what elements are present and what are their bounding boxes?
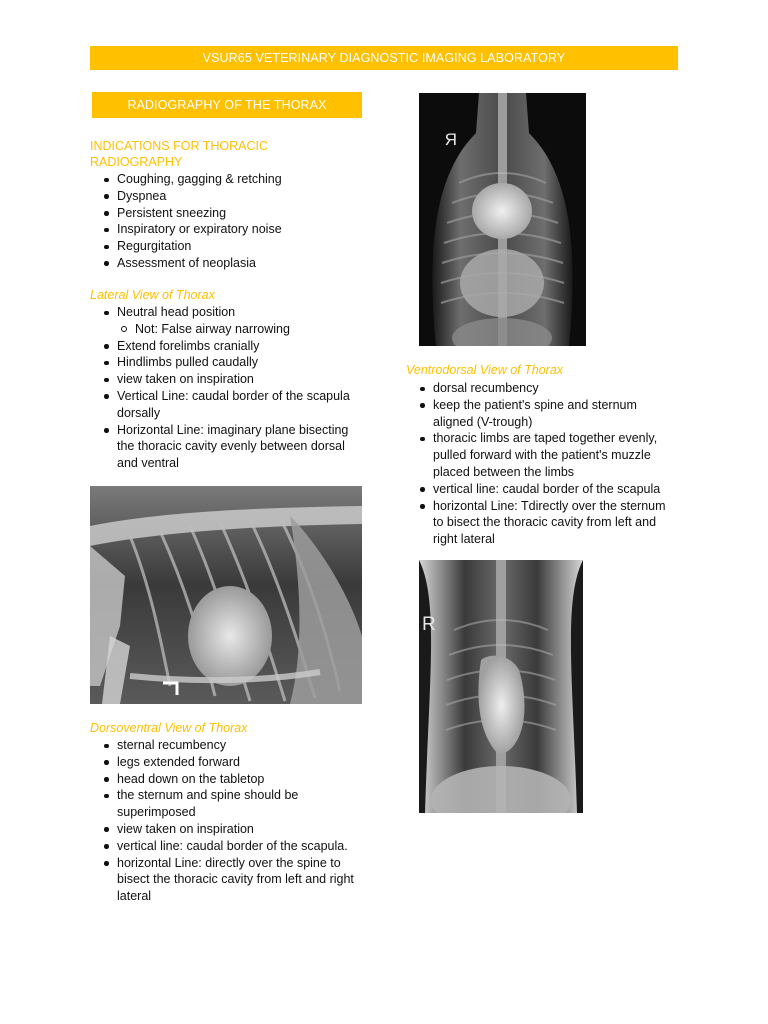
list-item: Extend forelimbs cranially	[91, 338, 363, 355]
list-item: view taken on inspiration	[91, 371, 363, 388]
list-item: legs extended forward	[91, 754, 363, 771]
dorsoventral-marker: R	[422, 614, 436, 635]
list-item: Horizontal Line: imaginary plane bisecting the thoracic cavity evenly between dorsal and ventral	[91, 422, 363, 472]
ventrodorsal-view-heading: Ventrodorsal View of Thorax	[406, 363, 564, 377]
list-item: Vertical Line: caudal border of the scapula dorsally	[91, 388, 363, 422]
dorsoventral-view-heading: Dorsoventral View of Thorax	[90, 721, 248, 735]
list-item: Inspiratory or expiratory noise	[91, 221, 371, 238]
section-title-banner	[92, 92, 362, 118]
indications-list	[91, 171, 371, 272]
ventrodorsal-thorax-radiograph	[419, 93, 586, 346]
list-item: view taken on inspiration	[91, 821, 363, 838]
list-item: Dyspnea	[91, 188, 371, 205]
list-item: Persistent sneezing	[91, 205, 371, 222]
list-item: Hindlimbs pulled caudally	[91, 354, 363, 371]
list-item: sternal recumbency	[91, 737, 363, 754]
list-item: Coughing, gagging & retching	[91, 171, 371, 188]
dorsoventral-view-list	[91, 737, 363, 905]
indications-heading: INDICATIONS FOR THORACIC RADIOGRAPHY	[90, 139, 269, 169]
ventrodorsal-view-list	[407, 380, 677, 548]
list-item: dorsal recumbency	[407, 380, 677, 397]
lateral-view-heading: Lateral View of Thorax	[90, 288, 215, 302]
list-item: horizontal Line: Tdirectly over the sternum to bisect the thoracic cavity from left and right lateral	[407, 498, 677, 548]
list-item: head down on the tabletop	[91, 771, 363, 788]
page-header-title: VSUR65 VETERINARY DIAGNOSTIC IMAGING LABORATORY	[202, 51, 566, 65]
ventrodorsal-marker: R	[444, 130, 457, 149]
section-title: RADIOGRAPHY OF THE THORAX	[127, 98, 327, 112]
list-subitem: Not: False airway narrowing	[91, 321, 363, 338]
page-header-banner	[90, 46, 678, 70]
list-item: vertical line: caudal border of the scapula	[407, 481, 677, 498]
list-item: Neutral head position	[91, 304, 363, 321]
list-item: keep the patient's spine and sternum aligned (V-trough)	[407, 397, 677, 431]
list-item: the sternum and spine should be superimposed	[91, 787, 363, 821]
dorsoventral-thorax-radiograph	[419, 560, 583, 813]
list-item: Regurgitation	[91, 238, 371, 255]
list-item: vertical line: caudal border of the scapula.	[91, 838, 363, 855]
lateral-thorax-radiograph	[90, 486, 362, 704]
list-item: horizontal Line: directly over the spine to bisect the thoracic cavity from left and right lateral	[91, 855, 363, 905]
list-item: thoracic limbs are taped together evenly, pulled forward with the patient's muzzle placed between the limbs	[407, 430, 677, 480]
lateral-view-list	[91, 304, 363, 472]
list-item: Assessment of neoplasia	[91, 255, 371, 272]
